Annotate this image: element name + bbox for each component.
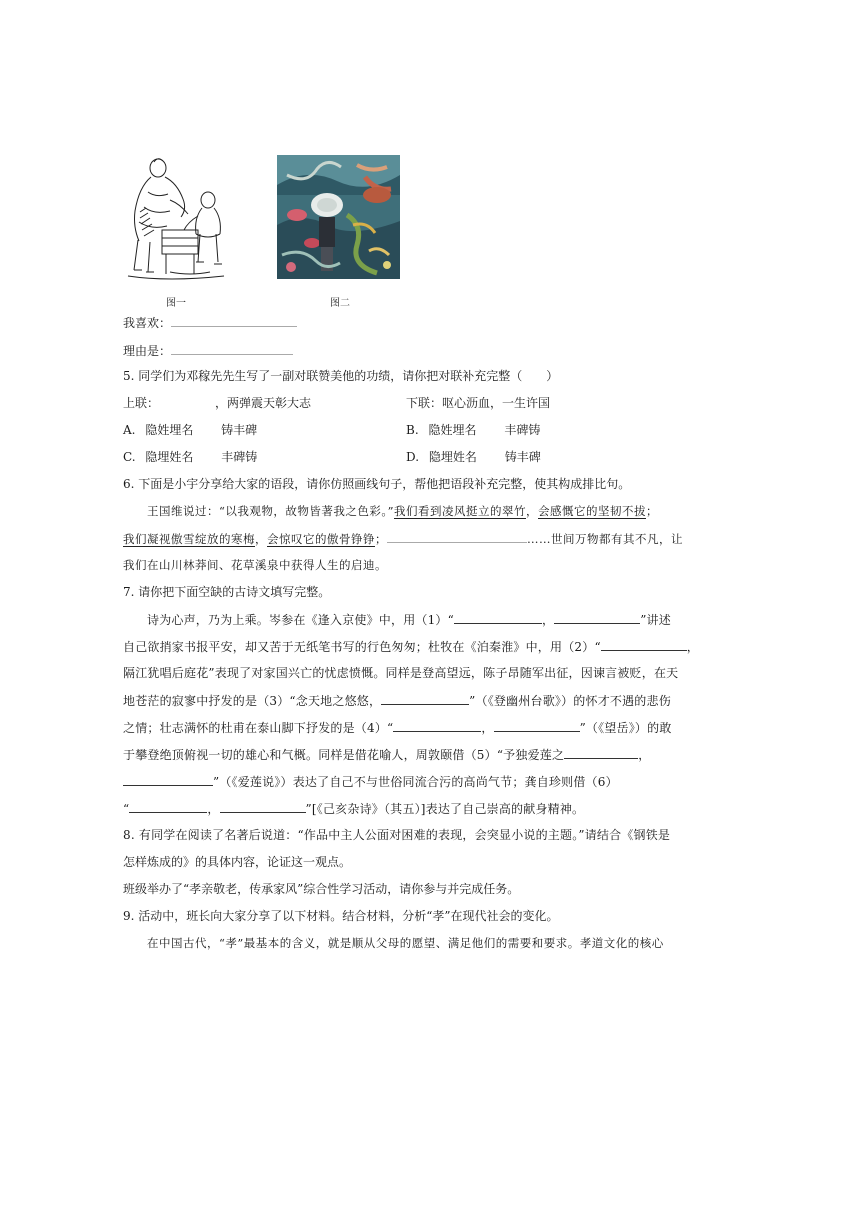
option-b[interactable] (406, 422, 540, 438)
q7-line-2 (123, 638, 699, 655)
q7-text-6b: ， (638, 748, 651, 762)
figure-one-line-drawing (126, 152, 226, 284)
q6-passage-line-3: 我们在山川林莽间、花草溪泉中获得人生的启迪。 (123, 558, 387, 572)
option-a-part1: 隐姓埋名 (145, 423, 194, 437)
q7-blank-2[interactable] (601, 638, 687, 651)
q7-text-7a: ”（《爱莲说》）表达了自己不与世俗同流合污的高尚气节；龚自珍则借（6） (213, 775, 618, 789)
q6-comma-1: ， (526, 504, 539, 518)
q6-comma-2: ， (255, 532, 267, 546)
option-d-part1: 隐埋姓名 (428, 450, 477, 464)
q6-answer-field[interactable] (387, 530, 527, 543)
option-b-part1: 隐姓埋名 (428, 423, 477, 437)
q7-text-2a: 自己欲捎家书报平安，却又苦于无纸笔书写的行色匆匆；杜牧在《泊秦淮》中，用（2）“ (123, 640, 601, 654)
couplet-upper-label: 上联： (123, 396, 160, 410)
figure-one-caption: 图一 (166, 298, 186, 309)
q7-blank-5a[interactable] (564, 746, 638, 759)
q7-text-4b: ”（《登幽州台歌》）的怀才不遇的悲伤 (469, 694, 671, 708)
q6-passage-line-2 (123, 530, 683, 547)
q7-blank-6b[interactable] (220, 800, 306, 813)
q7-text-1b: ， (541, 613, 555, 627)
option-b-part2: 丰碑铸 (504, 423, 541, 437)
option-d[interactable] (406, 449, 541, 465)
q7-line-1 (147, 611, 671, 628)
q7-blank-4a[interactable] (393, 719, 481, 732)
option-a-part2: 铸丰碑 (221, 423, 258, 437)
q6-quote: 王国维说过：“以我观物，故物皆著我之色彩。” (147, 504, 395, 518)
q7-text-4a: 地苍茫的寂寥中抒发的是（3）“念天地之悠悠， (123, 694, 382, 708)
q7-line-6 (123, 746, 650, 763)
q6-underlined-4: 会惊叹它的傲骨铮铮 (267, 532, 375, 546)
like-row (123, 314, 297, 331)
option-c[interactable] (123, 449, 257, 465)
reason-label: 理由是： (123, 344, 172, 358)
reason-row (123, 342, 293, 359)
figure-two-caption: 图二 (330, 298, 350, 309)
couplet-lower: 下联：呕心沥血，一生许国 (406, 396, 551, 410)
question-6-stem: 6. 下面是小宇分享给大家的语段，请你仿照画线句子，帮他把语段补充完整，使其构成排比句。 (123, 477, 631, 491)
q7-line-7 (123, 773, 618, 790)
activity-intro: 班级举办了“孝亲敬老，传承家风”综合性学习活动，请你参与并完成任务。 (123, 882, 520, 896)
option-a-letter: A. (123, 423, 136, 437)
figure-two-painting (277, 155, 400, 279)
q7-blank-5b[interactable] (123, 773, 213, 786)
option-c-part1: 隐埋姓名 (145, 450, 194, 464)
q6-semicolon-1: ； (646, 504, 659, 518)
like-answer-field[interactable] (171, 314, 297, 327)
q7-text-8a: “ (123, 802, 130, 816)
q6-underlined-2: 会感慨它的坚韧不拔 (538, 504, 647, 518)
q7-text-8c: ”[《己亥杂诗》（其五）]表达了自己崇高的献身精神。 (305, 802, 585, 816)
question-5-stem: 5. 同学们为邓稼先先生写了一副对联赞美他的功绩，请你把对联补充完整（ ） (123, 369, 559, 383)
q6-underlined-1: 我们看到凌风挺立的翠竹 (394, 504, 527, 518)
question-8-line-2: 怎样炼成的》的具体内容，论证这一观点。 (123, 855, 352, 869)
like-label: 我喜欢： (123, 316, 172, 330)
q7-line-3: 隔江犹唱后庭花”表现了对家国兴亡的忧虑愤慨。同样是登高望远，陈子昂随军出征，因谏言被贬，在天 (123, 666, 679, 680)
option-d-letter: D. (406, 450, 420, 464)
question-8-line-1: 8. 有同学在阅读了名著后说道：“作品中主人公面对困难的表现，会突显小说的主题。”请结合《钢铁是 (123, 828, 671, 842)
q6-semicolon-2: ； (375, 532, 387, 546)
q7-text-1a: 诗为心声，乃为上乘。岑参在《逢入京使》中，用（1）“ (147, 613, 454, 627)
q7-text-5b: ， (481, 721, 494, 735)
q6-passage-line-1 (147, 503, 658, 519)
q6-ellipsis-text: ……世间万物都有其不凡，让 (527, 532, 683, 546)
question-7-stem: 7. 请你把下面空缺的古诗文填写完整。 (123, 585, 331, 599)
q7-text-1c: ”讲述 (640, 613, 671, 627)
option-b-letter: B. (406, 423, 419, 437)
option-a[interactable] (123, 422, 257, 438)
q7-line-4 (123, 692, 671, 709)
q7-blank-1b[interactable] (554, 611, 640, 624)
q7-text-2b: ， (686, 640, 699, 654)
reason-answer-field[interactable] (171, 342, 293, 355)
q7-text-5a: 之情；壮志满怀的杜甫在泰山脚下抒发的是（4）“ (123, 721, 394, 735)
q9-material-line-1: 在中国古代，“孝”最基本的含义，就是顺从父母的愿望、满足他们的需要和要求。孝道文化的核心 (147, 936, 664, 950)
couplet-upper-text: ，两弹震天彰大志 (215, 396, 312, 410)
q7-text-6a: 于攀登绝顶俯视一切的雄心和气概。同样是借花喻人，周敦颐借（5）“予独爱莲之 (123, 748, 565, 762)
question-9-stem: 9. 活动中，班长向大家分享了以下材料。结合材料，分析“孝”在现代社会的变化。 (123, 909, 559, 923)
q7-line-5 (123, 719, 672, 736)
q7-blank-4b[interactable] (494, 719, 580, 732)
couplet-upper (123, 395, 311, 411)
option-d-part2: 铸丰碑 (504, 450, 541, 464)
q6-underlined-3: 我们凝视傲雪绽放的寒梅 (123, 532, 255, 546)
option-c-letter: C. (123, 450, 136, 464)
q7-blank-1a[interactable] (454, 611, 542, 624)
option-c-part2: 丰碑铸 (221, 450, 258, 464)
q7-blank-3[interactable] (381, 692, 469, 705)
q7-line-8 (123, 800, 584, 817)
q7-blank-6a[interactable] (129, 800, 207, 813)
q7-text-8b: ， (207, 802, 220, 816)
q7-text-5c: ”（《望岳》）的敢 (579, 721, 672, 735)
